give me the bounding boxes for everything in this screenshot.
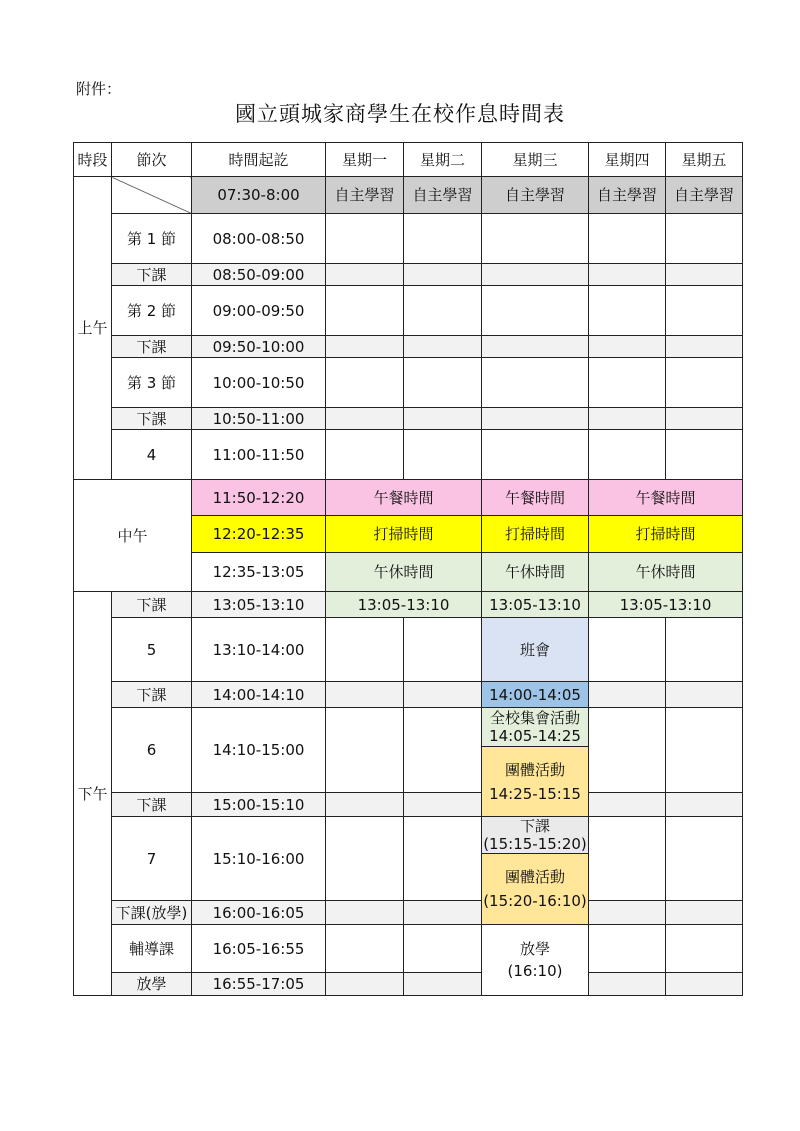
empty-cell bbox=[326, 286, 404, 336]
empty-cell bbox=[326, 618, 404, 682]
empty-cell bbox=[589, 925, 666, 973]
time-cell: 12:20-12:35 bbox=[192, 516, 326, 553]
time-cell: 10:50-11:00 bbox=[192, 408, 326, 430]
header-section: 節次 bbox=[112, 143, 192, 177]
time-cell: 09:00-09:50 bbox=[192, 286, 326, 336]
empty-cell bbox=[482, 408, 589, 430]
empty-cell bbox=[482, 358, 589, 408]
empty-cell bbox=[589, 901, 666, 925]
empty-cell bbox=[589, 336, 666, 358]
break-time: (15:15-15:20) bbox=[483, 835, 587, 853]
section-cell: 第 1 節 bbox=[112, 214, 192, 264]
self-study-mon: 自主學習 bbox=[326, 177, 404, 214]
section-cell: 下課 bbox=[112, 408, 192, 430]
empty-cell bbox=[589, 430, 666, 480]
empty-cell bbox=[482, 286, 589, 336]
header-fri: 星期五 bbox=[666, 143, 743, 177]
nap-wed: 午休時間 bbox=[482, 553, 589, 592]
empty-cell bbox=[404, 793, 482, 817]
lunch-thu-fri: 午餐時間 bbox=[589, 480, 743, 516]
time-cell: 14:10-15:00 bbox=[192, 708, 326, 793]
empty-cell bbox=[666, 682, 743, 708]
empty-cell bbox=[326, 264, 404, 286]
empty-cell bbox=[666, 618, 743, 682]
empty-cell bbox=[404, 901, 482, 925]
header-wed: 星期三 bbox=[482, 143, 589, 177]
table-row bbox=[74, 682, 743, 708]
lunch-wed: 午餐時間 bbox=[482, 480, 589, 516]
time-cell: 11:00-11:50 bbox=[192, 430, 326, 480]
empty-cell bbox=[666, 336, 743, 358]
section-cell: 下課 bbox=[112, 592, 192, 618]
empty-cell bbox=[404, 214, 482, 264]
empty-cell bbox=[326, 793, 404, 817]
time-cell: 12:35-13:05 bbox=[192, 553, 326, 592]
empty-cell bbox=[404, 264, 482, 286]
empty-cell bbox=[404, 286, 482, 336]
dismiss-wed bbox=[482, 925, 589, 996]
table-row bbox=[74, 177, 743, 214]
time-cell: 13:10-14:00 bbox=[192, 618, 326, 682]
empty-cell bbox=[326, 973, 404, 996]
clean-wed: 打掃時間 bbox=[482, 516, 589, 553]
empty-cell bbox=[589, 408, 666, 430]
dismiss-label: 放學 bbox=[519, 940, 550, 958]
section-cell: 下課 bbox=[112, 793, 192, 817]
empty-cell bbox=[666, 408, 743, 430]
table-row bbox=[74, 618, 743, 682]
group-activity-time: (15:20-16:10) bbox=[483, 892, 587, 910]
empty-cell bbox=[326, 817, 404, 901]
empty-cell bbox=[589, 973, 666, 996]
table-row bbox=[74, 793, 743, 817]
empty-cell bbox=[404, 817, 482, 901]
table-row bbox=[74, 336, 743, 358]
time-cell: 08:00-08:50 bbox=[192, 214, 326, 264]
empty-cell bbox=[589, 358, 666, 408]
empty-cell bbox=[666, 430, 743, 480]
section-cell: 下課 bbox=[112, 336, 192, 358]
empty-cell bbox=[666, 214, 743, 264]
time-cell: 16:05-16:55 bbox=[192, 925, 326, 973]
group-activity-label: 團體活動 bbox=[504, 868, 565, 886]
break-wed-2 bbox=[482, 817, 589, 854]
time-cell: 16:55-17:05 bbox=[192, 973, 326, 996]
clean-thu-fri: 打掃時間 bbox=[589, 516, 743, 553]
period-afternoon: 下午 bbox=[74, 592, 112, 996]
self-study-thu: 自主學習 bbox=[589, 177, 666, 214]
empty-cell bbox=[326, 358, 404, 408]
break-thu-fri: 13:05-13:10 bbox=[589, 592, 743, 618]
table-row bbox=[74, 264, 743, 286]
table-row bbox=[74, 925, 743, 973]
empty-cell bbox=[404, 336, 482, 358]
empty-cell bbox=[404, 408, 482, 430]
table-header-row bbox=[74, 143, 743, 177]
empty-cell bbox=[666, 925, 743, 973]
header-mon: 星期一 bbox=[326, 143, 404, 177]
page-title: 國立頭城家商學生在校作息時間表 bbox=[235, 102, 565, 126]
attachment-label: 附件： bbox=[76, 80, 122, 98]
empty-cell bbox=[589, 286, 666, 336]
period-morning: 上午 bbox=[74, 177, 112, 480]
empty-cell bbox=[326, 408, 404, 430]
table-row bbox=[74, 817, 743, 854]
empty-cell bbox=[404, 682, 482, 708]
period-noon: 中午 bbox=[74, 480, 192, 592]
empty-cell bbox=[404, 708, 482, 793]
section-cell: 4 bbox=[112, 430, 192, 480]
empty-cell bbox=[589, 618, 666, 682]
group-activity-wed-2 bbox=[482, 854, 589, 925]
empty-cell bbox=[404, 618, 482, 682]
self-study-wed: 自主學習 bbox=[482, 177, 589, 214]
section-cell: 下課 bbox=[112, 682, 192, 708]
empty-cell bbox=[589, 708, 666, 793]
break-wed: 13:05-13:10 bbox=[482, 592, 589, 618]
empty-cell bbox=[404, 925, 482, 973]
empty-cell bbox=[589, 817, 666, 901]
section-cell: 下課 bbox=[112, 264, 192, 286]
empty-cell bbox=[404, 358, 482, 408]
empty-cell bbox=[666, 817, 743, 901]
self-study-fri: 自主學習 bbox=[666, 177, 743, 214]
header-period: 時段 bbox=[74, 143, 112, 177]
empty-cell bbox=[666, 708, 743, 793]
empty-cell bbox=[666, 264, 743, 286]
empty-cell bbox=[666, 901, 743, 925]
section-cell: 第 3 節 bbox=[112, 358, 192, 408]
empty-cell bbox=[326, 901, 404, 925]
time-cell: 15:00-15:10 bbox=[192, 793, 326, 817]
lunch-mon-tue: 午餐時間 bbox=[326, 480, 482, 516]
empty-cell bbox=[326, 336, 404, 358]
time-cell: 15:10-16:00 bbox=[192, 817, 326, 901]
assembly-time: 14:05-14:25 bbox=[489, 727, 581, 745]
time-cell: 09:50-10:00 bbox=[192, 336, 326, 358]
empty-cell bbox=[589, 264, 666, 286]
empty-cell bbox=[666, 793, 743, 817]
empty-cell bbox=[326, 430, 404, 480]
empty-cell bbox=[482, 214, 589, 264]
empty-cell bbox=[326, 925, 404, 973]
table-row bbox=[74, 214, 743, 264]
empty-cell bbox=[589, 214, 666, 264]
time-cell: 10:00-10:50 bbox=[192, 358, 326, 408]
empty-cell bbox=[326, 708, 404, 793]
empty-cell bbox=[404, 430, 482, 480]
time-cell: 14:00-14:10 bbox=[192, 682, 326, 708]
header-thu: 星期四 bbox=[589, 143, 666, 177]
table-row bbox=[74, 286, 743, 336]
table-row bbox=[74, 901, 743, 925]
nap-mon-tue: 午休時間 bbox=[326, 553, 482, 592]
group-activity-wed-1 bbox=[482, 747, 589, 817]
break-mon-tue: 13:05-13:10 bbox=[326, 592, 482, 618]
empty-cell bbox=[326, 682, 404, 708]
table-row bbox=[74, 973, 743, 996]
break-label: 下課 bbox=[519, 817, 550, 835]
table-row bbox=[74, 592, 743, 618]
table-row bbox=[74, 480, 743, 516]
section-cell: 放學 bbox=[112, 973, 192, 996]
group-activity-label: 團體活動 bbox=[504, 760, 565, 779]
empty-cell bbox=[666, 286, 743, 336]
schedule-table bbox=[73, 142, 743, 996]
empty-cell bbox=[482, 264, 589, 286]
empty-cell bbox=[666, 358, 743, 408]
nap-thu-fri: 午休時間 bbox=[589, 553, 743, 592]
diagonal-cell bbox=[112, 177, 192, 214]
table-row bbox=[74, 408, 743, 430]
header-time: 時間起訖 bbox=[192, 143, 326, 177]
section-cell: 輔導課 bbox=[112, 925, 192, 973]
section-cell: 第 2 節 bbox=[112, 286, 192, 336]
empty-cell bbox=[666, 973, 743, 996]
table-row bbox=[74, 708, 743, 747]
group-activity-time: 14:25-15:15 bbox=[489, 784, 581, 803]
section-cell: 5 bbox=[112, 618, 192, 682]
table-row bbox=[74, 430, 743, 480]
header-tue: 星期二 bbox=[404, 143, 482, 177]
empty-cell bbox=[482, 336, 589, 358]
assembly-wed bbox=[482, 708, 589, 747]
section-cell: 6 bbox=[112, 708, 192, 793]
empty-cell bbox=[404, 973, 482, 996]
table-row bbox=[74, 358, 743, 408]
time-cell: 08:50-09:00 bbox=[192, 264, 326, 286]
time-cell: 11:50-12:20 bbox=[192, 480, 326, 516]
dismiss-time: (16:10) bbox=[507, 962, 563, 980]
self-study-tue: 自主學習 bbox=[404, 177, 482, 214]
time-cell: 13:05-13:10 bbox=[192, 592, 326, 618]
empty-cell bbox=[589, 682, 666, 708]
empty-cell bbox=[482, 430, 589, 480]
section-cell: 7 bbox=[112, 817, 192, 901]
break-wed-1: 14:00-14:05 bbox=[482, 682, 589, 708]
empty-cell bbox=[326, 214, 404, 264]
clean-mon-tue: 打掃時間 bbox=[326, 516, 482, 553]
time-cell: 07:30-8:00 bbox=[192, 177, 326, 214]
empty-cell bbox=[589, 793, 666, 817]
class-meeting-wed: 班會 bbox=[482, 618, 589, 682]
section-cell: 下課(放學) bbox=[112, 901, 192, 925]
time-cell: 16:00-16:05 bbox=[192, 901, 326, 925]
assembly-label: 全校集會活動 bbox=[489, 709, 580, 727]
